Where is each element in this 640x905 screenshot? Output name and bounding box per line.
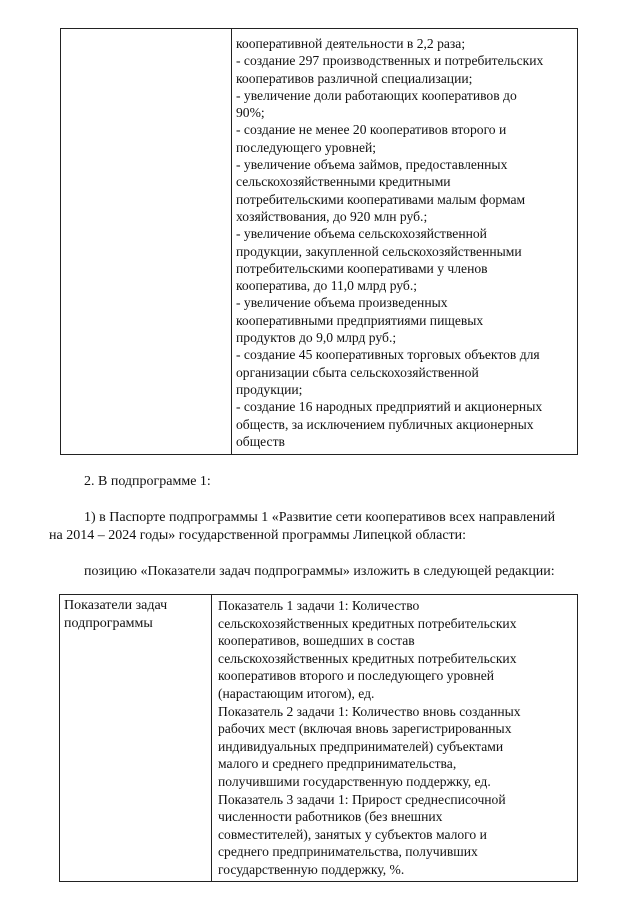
text-line: индивидуальных предпринимателей) субъектами	[218, 738, 504, 754]
text-line: - увеличение объема займов, предоставленных	[236, 157, 508, 173]
text-line: обществ	[236, 433, 285, 449]
text-line: Показатель 3 задачи 1: Прирост среднесписочной	[218, 791, 506, 807]
text-line: обществ, за исключением публичных акционерных	[236, 416, 534, 432]
paragraph-position-instruction: позицию «Показатели задач подпрограммы» изложить в следующей редакции:	[84, 564, 555, 579]
text-line: - создание 297 производственных и потребительских	[236, 53, 544, 69]
text-line: продукции, закупленной сельскохозяйственными	[236, 243, 522, 259]
text-line: среднего предпринимательства, получивших	[218, 844, 478, 860]
text-line: государственную поддержку, %.	[218, 861, 405, 877]
text-line: кооперативной деятельности в 2,2 раза;	[236, 36, 466, 51]
indicators-table	[59, 594, 578, 882]
text-line: потребительскими кооперативами малым формам	[236, 191, 526, 207]
text-line: Показатель 2 задачи 1: Количество вновь созданных	[218, 703, 521, 719]
text-line: численности работников (без внешних	[218, 809, 443, 825]
expected-results-cell	[232, 29, 578, 455]
text-line: сельскохозяйственными кредитными	[236, 174, 451, 190]
paragraph-passport-line-1: 1) в Паспорте подпрограммы 1 «Развитие сети кооперативов всех направлений	[84, 510, 556, 525]
paragraph-subprogram-1: 2. В подпрограмме 1:	[84, 474, 211, 489]
text-line: малого и среднего предпринимательства,	[218, 756, 457, 772]
table-row	[60, 595, 578, 882]
text-line: подпрограммы	[64, 615, 153, 631]
text-line: организации сбыта сельскохозяйственной	[236, 364, 479, 380]
text-line: получившими государственную поддержку, ед.	[218, 773, 491, 789]
text-line: продукции;	[236, 381, 303, 397]
text-line: потребительскими кооперативами у членов	[236, 260, 488, 276]
text-line: - создание 16 народных предприятий и акционерных	[236, 399, 543, 415]
text-line: хозяйствования, до 920 млн руб.;	[236, 208, 428, 224]
text-line: Показатели задач	[64, 598, 168, 613]
text-line: последующего уровней;	[236, 139, 377, 155]
text-line: - увеличение объема произведенных	[236, 295, 448, 311]
program-results-table	[60, 28, 578, 455]
text-line: - увеличение доли работающих кооперативов до	[236, 87, 517, 103]
indicators-content-cell	[212, 595, 578, 882]
text-line: кооперативов, вошедших в состав	[218, 633, 415, 649]
text-line: - создание 45 кооперативных торговых объектов для	[236, 347, 540, 363]
indicators-label-cell	[60, 595, 212, 882]
text-line: кооперативными предприятиями пищевых	[236, 312, 484, 328]
text-line: (нарастающим итогом), ед.	[218, 685, 375, 701]
text-line: сельскохозяйственных кредитных потребительских	[218, 650, 517, 666]
table-row	[61, 29, 578, 455]
text-line: рабочих мест (включая вновь зарегистрированных	[218, 721, 512, 737]
text-line: Показатель 1 задачи 1: Количество	[218, 598, 420, 613]
text-line: сельскохозяйственных кредитных потребительских	[218, 615, 517, 631]
text-line: кооперативов второго и последующего уровней	[218, 668, 495, 684]
text-line: совместителей), занятых у субъектов малого и	[218, 826, 487, 842]
table-cell-empty	[61, 29, 232, 455]
text-line: продуктов до 9,0 млрд руб.;	[236, 330, 397, 346]
text-line: 90%;	[236, 105, 265, 121]
text-line: - увеличение объема сельскохозяйственной	[236, 226, 487, 242]
paragraph-passport-line-2: на 2014 – 2024 годы» государственной программы Липецкой области:	[49, 528, 467, 543]
text-line: - создание не менее 20 кооперативов второго и	[236, 122, 507, 138]
text-line: кооперативов различной специализации;	[236, 70, 473, 86]
text-line: кооператива, до 11,0 млрд руб.;	[236, 278, 418, 294]
